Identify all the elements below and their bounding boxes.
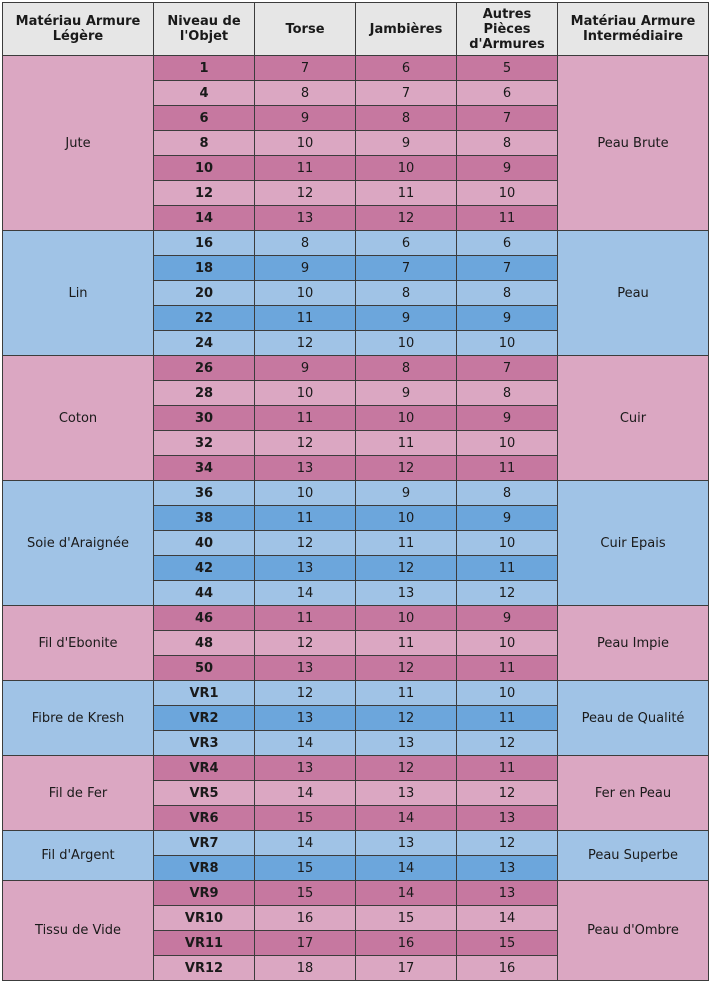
legs-cell: 11 — [356, 631, 457, 656]
other-pieces-cell: 9 — [457, 506, 558, 531]
header-other-pieces: Autres Pièces d'Armures — [457, 3, 558, 56]
legs-cell: 13 — [356, 581, 457, 606]
legs-cell: 12 — [356, 556, 457, 581]
medium-material-cell: Fer en Peau — [558, 756, 709, 831]
level-cell: 1 — [154, 56, 255, 81]
header-legs: Jambières — [356, 3, 457, 56]
level-cell: VR12 — [154, 956, 255, 981]
torso-cell: 10 — [255, 481, 356, 506]
table-body — [3, 56, 709, 981]
other-pieces-cell: 6 — [457, 81, 558, 106]
legs-cell: 14 — [356, 881, 457, 906]
other-pieces-cell: 12 — [457, 731, 558, 756]
torso-cell: 10 — [255, 381, 356, 406]
other-pieces-cell: 11 — [457, 556, 558, 581]
legs-cell: 10 — [356, 606, 457, 631]
table-row — [3, 881, 709, 906]
torso-cell: 13 — [255, 706, 356, 731]
header-row — [3, 3, 709, 56]
level-cell: VR3 — [154, 731, 255, 756]
level-cell: 38 — [154, 506, 255, 531]
level-cell: 32 — [154, 431, 255, 456]
other-pieces-cell: 9 — [457, 306, 558, 331]
light-material-cell: Soie d'Araignée — [3, 481, 154, 606]
legs-cell: 15 — [356, 906, 457, 931]
other-pieces-cell: 11 — [457, 656, 558, 681]
torso-cell: 18 — [255, 956, 356, 981]
other-pieces-cell: 14 — [457, 906, 558, 931]
table-row — [3, 606, 709, 631]
legs-cell: 11 — [356, 531, 457, 556]
torso-cell: 10 — [255, 131, 356, 156]
light-material-cell: Fil d'Ebonite — [3, 606, 154, 681]
other-pieces-cell: 13 — [457, 881, 558, 906]
level-cell: 12 — [154, 181, 255, 206]
other-pieces-cell: 11 — [457, 756, 558, 781]
medium-material-cell: Peau Brute — [558, 56, 709, 231]
legs-cell: 9 — [356, 481, 457, 506]
legs-cell: 11 — [356, 431, 457, 456]
torso-cell: 14 — [255, 781, 356, 806]
legs-cell: 12 — [356, 756, 457, 781]
level-cell: 42 — [154, 556, 255, 581]
torso-cell: 7 — [255, 56, 356, 81]
torso-cell: 13 — [255, 456, 356, 481]
legs-cell: 10 — [356, 406, 457, 431]
legs-cell: 7 — [356, 256, 457, 281]
other-pieces-cell: 7 — [457, 256, 558, 281]
level-cell: 4 — [154, 81, 255, 106]
other-pieces-cell: 9 — [457, 156, 558, 181]
level-cell: 24 — [154, 331, 255, 356]
medium-material-cell: Peau d'Ombre — [558, 881, 709, 981]
table-row — [3, 356, 709, 381]
other-pieces-cell: 13 — [457, 856, 558, 881]
level-cell: 14 — [154, 206, 255, 231]
legs-cell: 9 — [356, 131, 457, 156]
light-material-cell: Lin — [3, 231, 154, 356]
legs-cell: 8 — [356, 281, 457, 306]
legs-cell: 6 — [356, 231, 457, 256]
other-pieces-cell: 10 — [457, 681, 558, 706]
light-material-cell: Fil de Fer — [3, 756, 154, 831]
legs-cell: 13 — [356, 781, 457, 806]
other-pieces-cell: 5 — [457, 56, 558, 81]
torso-cell: 17 — [255, 931, 356, 956]
level-cell: 46 — [154, 606, 255, 631]
legs-cell: 8 — [356, 356, 457, 381]
armor-material-table — [2, 2, 709, 981]
torso-cell: 11 — [255, 156, 356, 181]
light-material-cell: Tissu de Vide — [3, 881, 154, 981]
level-cell: 36 — [154, 481, 255, 506]
torso-cell: 14 — [255, 731, 356, 756]
table-row — [3, 56, 709, 81]
level-cell: 8 — [154, 131, 255, 156]
level-cell: 48 — [154, 631, 255, 656]
other-pieces-cell: 7 — [457, 356, 558, 381]
level-cell: VR7 — [154, 831, 255, 856]
torso-cell: 15 — [255, 881, 356, 906]
torso-cell: 12 — [255, 431, 356, 456]
level-cell: 16 — [154, 231, 255, 256]
legs-cell: 8 — [356, 106, 457, 131]
other-pieces-cell: 9 — [457, 406, 558, 431]
torso-cell: 12 — [255, 531, 356, 556]
other-pieces-cell: 9 — [457, 606, 558, 631]
torso-cell: 11 — [255, 506, 356, 531]
level-cell: VR9 — [154, 881, 255, 906]
other-pieces-cell: 8 — [457, 481, 558, 506]
level-cell: 50 — [154, 656, 255, 681]
level-cell: 44 — [154, 581, 255, 606]
torso-cell: 15 — [255, 806, 356, 831]
other-pieces-cell: 12 — [457, 581, 558, 606]
torso-cell: 14 — [255, 581, 356, 606]
medium-material-cell: Peau de Qualité — [558, 681, 709, 756]
torso-cell: 12 — [255, 181, 356, 206]
legs-cell: 17 — [356, 956, 457, 981]
level-cell: VR10 — [154, 906, 255, 931]
other-pieces-cell: 6 — [457, 231, 558, 256]
level-cell: VR4 — [154, 756, 255, 781]
other-pieces-cell: 8 — [457, 131, 558, 156]
level-cell: VR2 — [154, 706, 255, 731]
torso-cell: 11 — [255, 306, 356, 331]
light-material-cell: Coton — [3, 356, 154, 481]
legs-cell: 9 — [356, 381, 457, 406]
torso-cell: 12 — [255, 681, 356, 706]
level-cell: 26 — [154, 356, 255, 381]
other-pieces-cell: 11 — [457, 206, 558, 231]
legs-cell: 9 — [356, 306, 457, 331]
torso-cell: 14 — [255, 831, 356, 856]
level-cell: VR5 — [154, 781, 255, 806]
level-cell: 18 — [154, 256, 255, 281]
torso-cell: 13 — [255, 206, 356, 231]
level-cell: VR11 — [154, 931, 255, 956]
legs-cell: 7 — [356, 81, 457, 106]
level-cell: 30 — [154, 406, 255, 431]
other-pieces-cell: 16 — [457, 956, 558, 981]
torso-cell: 13 — [255, 756, 356, 781]
legs-cell: 12 — [356, 656, 457, 681]
torso-cell: 13 — [255, 656, 356, 681]
other-pieces-cell: 10 — [457, 331, 558, 356]
level-cell: VR6 — [154, 806, 255, 831]
medium-material-cell: Peau Superbe — [558, 831, 709, 881]
torso-cell: 10 — [255, 281, 356, 306]
torso-cell: 15 — [255, 856, 356, 881]
level-cell: 6 — [154, 106, 255, 131]
legs-cell: 12 — [356, 206, 457, 231]
legs-cell: 10 — [356, 331, 457, 356]
header-light-material: Matériau Armure Légère — [3, 3, 154, 56]
torso-cell: 13 — [255, 556, 356, 581]
level-cell: 22 — [154, 306, 255, 331]
table-row — [3, 756, 709, 781]
level-cell: 10 — [154, 156, 255, 181]
torso-cell: 11 — [255, 606, 356, 631]
other-pieces-cell: 11 — [457, 706, 558, 731]
light-material-cell: Jute — [3, 56, 154, 231]
torso-cell: 11 — [255, 406, 356, 431]
level-cell: VR1 — [154, 681, 255, 706]
other-pieces-cell: 12 — [457, 781, 558, 806]
torso-cell: 9 — [255, 106, 356, 131]
medium-material-cell: Cuir — [558, 356, 709, 481]
legs-cell: 11 — [356, 681, 457, 706]
level-cell: VR8 — [154, 856, 255, 881]
table-row — [3, 831, 709, 856]
other-pieces-cell: 13 — [457, 806, 558, 831]
torso-cell: 9 — [255, 356, 356, 381]
table-row — [3, 481, 709, 506]
medium-material-cell: Cuir Epais — [558, 481, 709, 606]
other-pieces-cell: 10 — [457, 431, 558, 456]
legs-cell: 12 — [356, 706, 457, 731]
other-pieces-cell: 11 — [457, 456, 558, 481]
torso-cell: 12 — [255, 331, 356, 356]
legs-cell: 12 — [356, 456, 457, 481]
legs-cell: 11 — [356, 181, 457, 206]
other-pieces-cell: 7 — [457, 106, 558, 131]
torso-cell: 8 — [255, 81, 356, 106]
other-pieces-cell: 10 — [457, 181, 558, 206]
medium-material-cell: Peau Impie — [558, 606, 709, 681]
legs-cell: 16 — [356, 931, 457, 956]
header-torso: Torse — [255, 3, 356, 56]
other-pieces-cell: 8 — [457, 281, 558, 306]
other-pieces-cell: 10 — [457, 631, 558, 656]
torso-cell: 9 — [255, 256, 356, 281]
other-pieces-cell: 8 — [457, 381, 558, 406]
torso-cell: 8 — [255, 231, 356, 256]
legs-cell: 13 — [356, 731, 457, 756]
legs-cell: 14 — [356, 806, 457, 831]
torso-cell: 16 — [255, 906, 356, 931]
light-material-cell: Fibre de Kresh — [3, 681, 154, 756]
legs-cell: 14 — [356, 856, 457, 881]
medium-material-cell: Peau — [558, 231, 709, 356]
header-medium-material: Matériau Armure Intermédiaire — [558, 3, 709, 56]
legs-cell: 6 — [356, 56, 457, 81]
legs-cell: 13 — [356, 831, 457, 856]
light-material-cell: Fil d'Argent — [3, 831, 154, 881]
other-pieces-cell: 15 — [457, 931, 558, 956]
torso-cell: 12 — [255, 631, 356, 656]
other-pieces-cell: 12 — [457, 831, 558, 856]
other-pieces-cell: 10 — [457, 531, 558, 556]
level-cell: 20 — [154, 281, 255, 306]
level-cell: 40 — [154, 531, 255, 556]
level-cell: 28 — [154, 381, 255, 406]
header-item-level: Niveau de l'Objet — [154, 3, 255, 56]
table-row — [3, 231, 709, 256]
table-row — [3, 681, 709, 706]
legs-cell: 10 — [356, 156, 457, 181]
legs-cell: 10 — [356, 506, 457, 531]
level-cell: 34 — [154, 456, 255, 481]
